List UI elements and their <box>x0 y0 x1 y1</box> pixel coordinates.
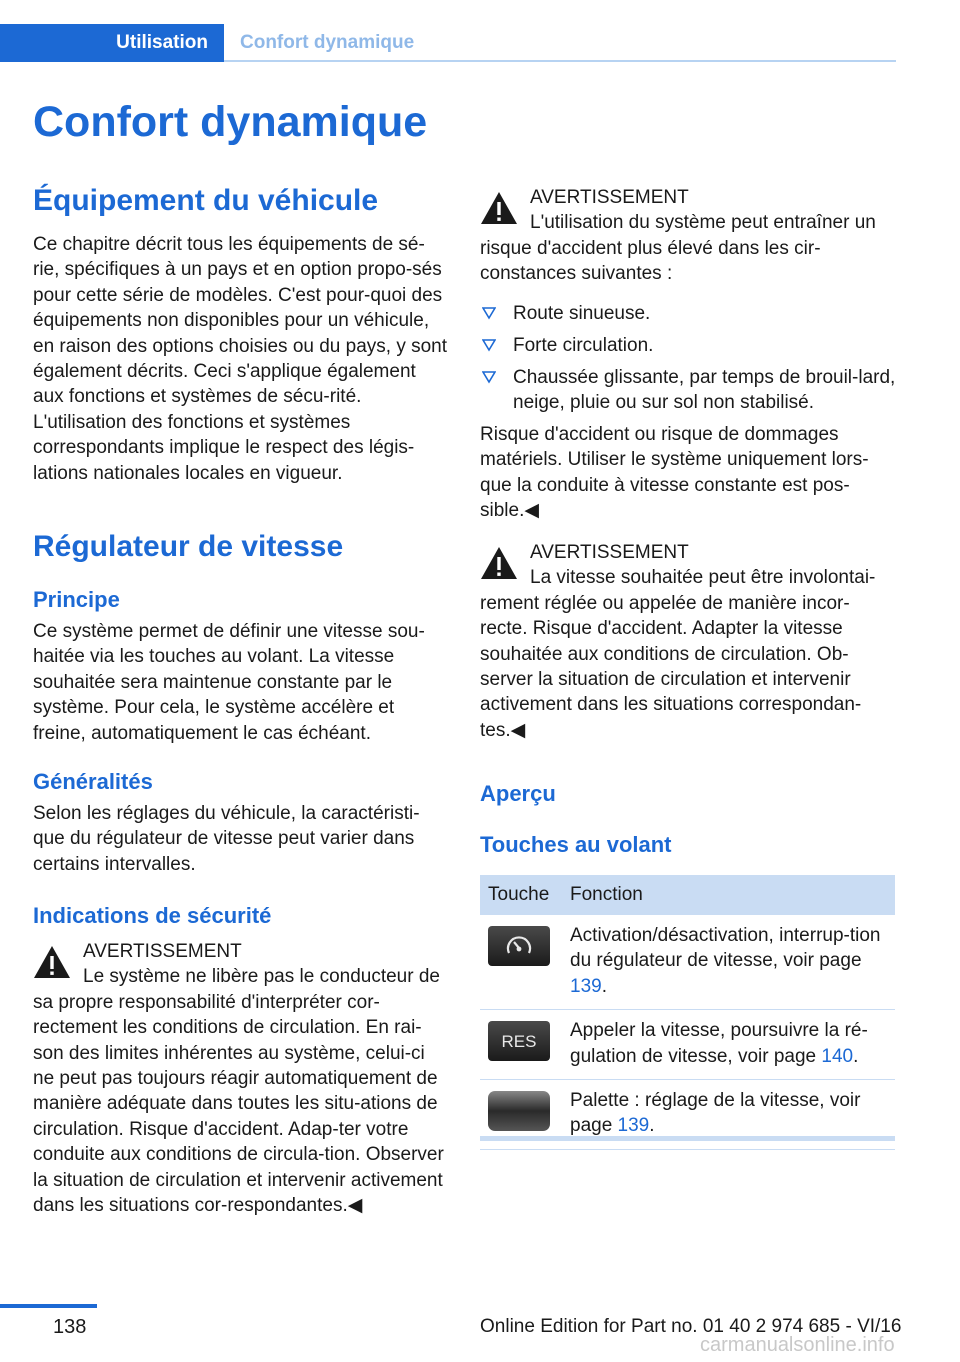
equipment-text: Ce chapitre décrit tous les équipements de sé-rie, spécifiques à un pays et en option propo-sés pour cette série de modèles. C'est pour-quoi des équipements non disponibles pour un véhicule, en raison des options choisies ou du pays, y sont également décrits. Ceci s'applique également aux fonctions et systèmes de sécu-rité. L'utilisation des fonctions et systèmes correspondants implique le respect des légis-lations nationales locales en vigueur. <box>33 234 448 484</box>
function-text-end: . <box>853 1045 859 1067</box>
key-image-cell <box>480 915 562 1010</box>
general-text: Selon les réglages du véhicule, la caractéristi-que du régulateur de vitesse peut varier dans certains intervalles. <box>33 803 420 875</box>
conditions-list <box>480 301 896 422</box>
column-header-key: Touche <box>480 875 562 915</box>
warning-3-title: AVERTISSEMENT <box>530 542 689 563</box>
key-function-cell <box>562 1010 895 1080</box>
warning-3-text: La vitesse souhaitée peut être involontai-rement réglée ou appelée de manière incor-recte. Risque d'accident. Adapter la vitesse souhaitée aux conditions de circulation. Ob-server la situation de circulation et intervenir activement dans les situations correspondan-tes.◀ <box>480 567 876 741</box>
page-link[interactable]: 139 <box>617 1115 650 1137</box>
rocker-palette-icon <box>488 1091 550 1131</box>
triangle-bullet-icon <box>482 338 496 352</box>
cruise-control-heading: Régulateur de vitesse <box>33 530 344 563</box>
key-image-cell <box>480 1010 562 1080</box>
page-link[interactable]: 140 <box>821 1045 854 1067</box>
edition-text: Online Edition for Part no. 01 40 2 974 685 - VI/16 <box>480 1316 902 1337</box>
safety-heading: Indications de sécurité <box>33 903 272 928</box>
page-number: 138 <box>53 1316 87 1338</box>
steering-keys-table <box>480 875 895 1150</box>
overview-heading: Aperçu <box>480 781 556 806</box>
table-row <box>480 1010 895 1080</box>
list-item-text: Forte circulation. <box>513 334 654 356</box>
list-item <box>480 365 896 416</box>
principle-heading: Principe <box>33 587 120 612</box>
list-item <box>480 301 896 326</box>
page-link[interactable]: 139 <box>570 975 602 997</box>
list-item <box>480 333 896 358</box>
res-button-icon: RES <box>488 1021 550 1061</box>
footer-accent-line <box>0 1304 97 1308</box>
tab-confort-dynamique[interactable]: Confort dynamique <box>240 32 415 53</box>
cruise-speedometer-button-icon <box>488 926 550 966</box>
function-text: Palette : réglage de la vitesse, voir page <box>570 1090 861 1137</box>
steering-keys-heading: Touches au volant <box>480 832 672 857</box>
header-divider <box>224 60 896 62</box>
triangle-bullet-icon <box>482 370 496 384</box>
warning-2-text: L'utilisation du système peut entraîner un risque d'accident plus élevé dans les cir-constances suivantes : <box>480 212 876 285</box>
warning-2-after-text: Risque d'accident ou risque de dommages matériels. Utiliser le système uniquement lors-que la conduite à vitesse constante est pos-sible.◀ <box>480 424 869 522</box>
equipment-heading: Équipement du véhicule <box>33 184 379 217</box>
function-text: Activation/désactivation, interrup-tion du régulateur de vitesse, voir page <box>570 925 881 972</box>
function-text: Appeler la vitesse, poursuivre la ré-gulation de vitesse, voir page <box>570 1020 868 1067</box>
table-header-row <box>480 875 895 915</box>
list-item-text: Chaussée glissante, par temps de brouil-lard, neige, pluie ou sur sol non stabilisé. <box>513 366 896 414</box>
warning-2-title: AVERTISSEMENT <box>530 187 689 208</box>
warning-1-title: AVERTISSEMENT <box>83 941 242 962</box>
function-text-end: . <box>601 975 607 997</box>
column-header-function: Fonction <box>562 875 895 915</box>
tab-utilisation[interactable]: Utilisation <box>0 24 224 62</box>
watermark: carmanualsonline.info <box>700 1334 895 1356</box>
warning-1-text: Le système ne libère pas le conducteur de sa propre responsabilité d'interpréter cor-rectement les conditions de circulation. En rai-son des limites inhérentes au système, celui-ci ne peut pas toujours réagir automatiquement de manière adéquate dans toutes les situ-ations de circulation. Risque d'accident. Adap-ter votre conduite aux conditions de circula-tion. Observer la situation de circulation et intervenir activement dans les situations cor-respondantes.◀ <box>33 966 444 1217</box>
list-item-text: Route sinueuse. <box>513 303 651 324</box>
page-title: Confort dynamique <box>33 98 428 146</box>
function-text-end: . <box>649 1115 655 1137</box>
general-heading: Généralités <box>33 769 153 794</box>
principle-text: Ce système permet de définir une vitesse sou-haitée via les touches au volant. La vitesse souhaitée sera maintenue constante par le système. Pour cela, le système accélère et freine, automatiquement le cas échéant. <box>33 621 425 744</box>
header-bar <box>0 24 960 62</box>
key-function-cell <box>562 915 895 1010</box>
triangle-bullet-icon <box>482 306 496 320</box>
table-row <box>480 915 895 1010</box>
table-bottom-rule <box>480 1136 895 1141</box>
